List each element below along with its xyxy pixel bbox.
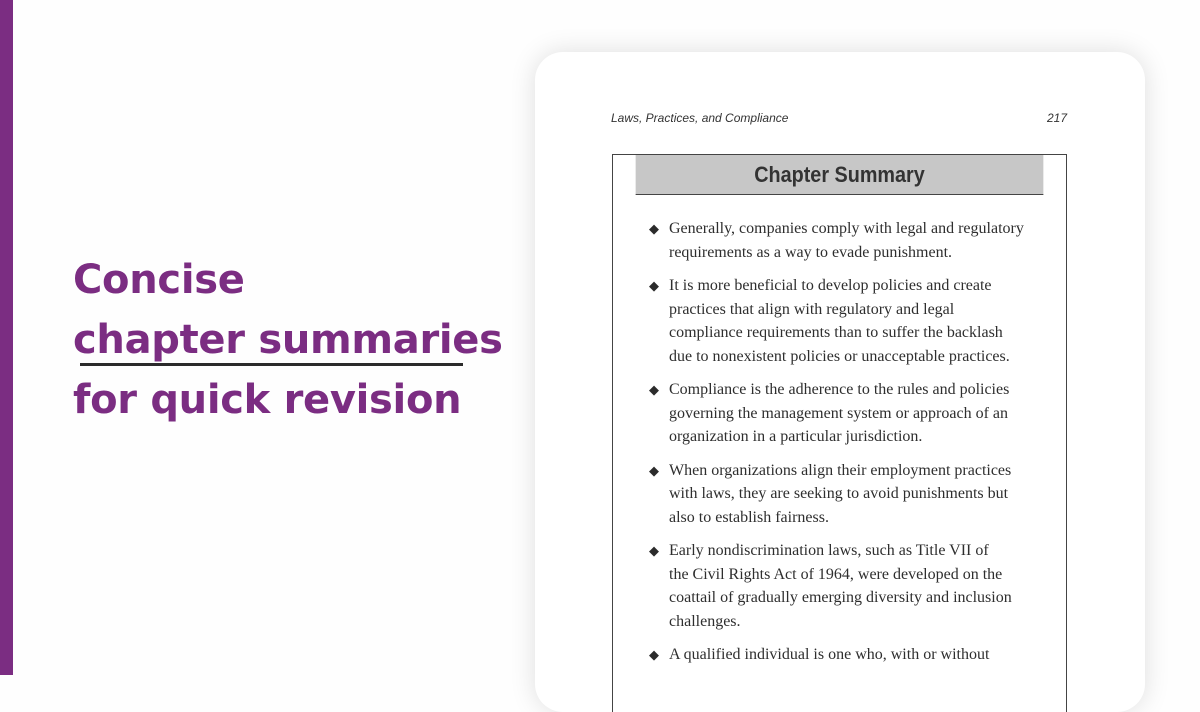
diamond-bullet-icon: ◆ bbox=[649, 221, 659, 236]
summary-line: A qualified individual is one who, with or without bbox=[669, 646, 990, 663]
summary-line: When organizations align their employment practices bbox=[669, 461, 1012, 479]
chapter-summary-title: Chapter Summary bbox=[636, 155, 1044, 195]
summary-list bbox=[613, 195, 1066, 667]
headline bbox=[73, 250, 503, 430]
summary-line: compliance requirements than to suffer the backlash bbox=[669, 324, 1003, 341]
summary-item bbox=[649, 459, 1050, 530]
diamond-bullet-icon: ◆ bbox=[649, 278, 659, 293]
headline-line-3: for quick revision bbox=[73, 377, 462, 423]
summary-line: It is more beneficial to develop policies and create bbox=[669, 277, 992, 294]
summary-line: Generally, companies comply with legal and regulatory bbox=[669, 220, 1024, 237]
diamond-bullet-icon: ◆ bbox=[649, 382, 659, 397]
summary-line: requirements as a way to evade punishment. bbox=[669, 243, 953, 261]
summary-line: the Civil Rights Act of 1964, were developed on the bbox=[669, 565, 1003, 583]
summary-line: Compliance is the adherence to the rules and policies bbox=[669, 381, 1010, 398]
headline-line-1: Concise bbox=[73, 257, 245, 303]
book-page-preview bbox=[535, 52, 1145, 712]
summary-item bbox=[649, 217, 1050, 264]
accent-bar bbox=[0, 0, 13, 675]
summary-line: also to establish fairness. bbox=[669, 508, 829, 526]
headline-underline bbox=[80, 363, 463, 366]
summary-item bbox=[649, 378, 1050, 449]
summary-line: challenges. bbox=[669, 612, 741, 630]
summary-line: due to nonexistent policies or unacceptable practices. bbox=[669, 347, 1010, 365]
summary-line: coattail of gradually emerging diversity and inclusion bbox=[669, 589, 1012, 606]
headline-line-2: chapter summaries bbox=[73, 317, 503, 363]
summary-line: with laws, they are seeking to avoid punishments but bbox=[669, 485, 1009, 502]
chapter-summary-box bbox=[612, 154, 1067, 712]
diamond-bullet-icon: ◆ bbox=[649, 543, 659, 558]
summary-item bbox=[649, 643, 1050, 667]
summary-line: governing the management system or approach of an bbox=[669, 404, 1008, 422]
summary-item bbox=[649, 539, 1050, 633]
diamond-bullet-icon: ◆ bbox=[649, 647, 659, 662]
diamond-bullet-icon: ◆ bbox=[649, 462, 659, 478]
summary-line: Early nondiscrimination laws, such as Title VII of bbox=[669, 542, 989, 559]
running-title: Laws, Practices, and Compliance bbox=[611, 111, 789, 125]
running-header bbox=[611, 111, 1067, 127]
summary-item bbox=[649, 274, 1050, 368]
summary-line: practices that align with regulatory and legal bbox=[669, 300, 955, 318]
page-number: 217 bbox=[1046, 111, 1067, 125]
summary-line: organization in a particular jurisdiction. bbox=[669, 428, 923, 445]
